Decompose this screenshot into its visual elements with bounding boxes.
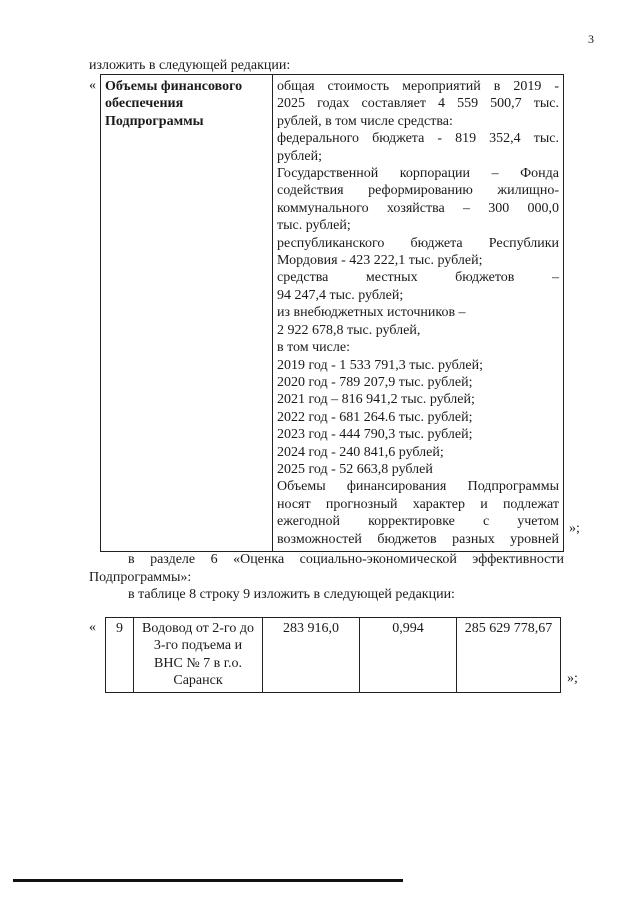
- object-name-cell: [134, 618, 263, 693]
- table-row: [106, 618, 561, 693]
- opening-quote: «: [89, 620, 96, 635]
- funding-line: содействия реформированию жилищно-: [277, 183, 559, 199]
- opening-quote: «: [89, 78, 96, 93]
- funding-line: федерального бюджета - 819 352,4 тыс.: [277, 131, 559, 147]
- object-name-line: ВНС № 7 в г.о.: [154, 655, 242, 671]
- funding-line: 2023 год - 444 790,3 тыс. рублей;: [277, 427, 473, 443]
- funding-line: в том числе:: [277, 340, 350, 356]
- object-name-line: Водовод от 2-го до: [142, 621, 254, 636]
- value-cell-1: 283 916,0: [263, 618, 360, 693]
- closing-quote: »;: [569, 521, 580, 536]
- funding-row: [101, 75, 564, 552]
- funding-line: 2025 годах составляет 4 559 500,7 тыс.: [277, 96, 559, 112]
- funding-line: 2019 год - 1 533 791,3 тыс. рублей;: [277, 357, 484, 373]
- funding-line: Мордовия - 423 222,1 тыс. рублей;: [277, 253, 483, 269]
- funding-line: рублей;: [277, 148, 322, 164]
- value-cell-3: 285 629 778,67: [457, 618, 561, 693]
- page-number: 3: [588, 32, 594, 46]
- funding-line: ежегодной корректировке с учетом: [277, 514, 559, 530]
- funding-line: средства местных бюджетов –: [277, 270, 559, 286]
- funding-line: тыс. рублей;: [277, 218, 351, 234]
- funding-line: возможностей бюджетов разных уровней: [277, 531, 559, 547]
- value-cell-2: 0,994: [360, 618, 457, 693]
- section-paragraph-line: Подпрограммы»:: [89, 570, 192, 585]
- funding-line: республиканского бюджета Республики: [277, 235, 559, 251]
- funding-line: 2022 год - 681 264.6 тыс. рублей;: [277, 409, 473, 425]
- table-instruction-line: в таблице 8 строку 9 изложить в следующей редакции:: [128, 587, 455, 602]
- section-paragraph-line: в разделе 6 «Оценка социально-экономической эффективности: [128, 552, 564, 567]
- funding-line: 2021 год – 816 941,2 тыс. рублей;: [277, 392, 475, 408]
- funding-label: Объемы финансового обеспечения Подпрограммы: [105, 79, 243, 129]
- funding-line: носят прогнозный характер и подлежат: [277, 496, 559, 512]
- funding-line: 2 922 678,8 тыс. рублей,: [277, 322, 421, 338]
- object-name-line: Саранск: [173, 673, 223, 689]
- funding-line: Государственной корпорации – Фонда: [277, 166, 559, 182]
- funding-line: 2025 год - 52 663,8 рублей: [277, 461, 433, 477]
- funding-line: 94 247,4 тыс. рублей;: [277, 287, 404, 303]
- funding-label-cell: [101, 75, 273, 552]
- funding-line: общая стоимость мероприятий в 2019 -: [277, 79, 559, 94]
- intro-text: изложить в следующей редакции:: [89, 58, 291, 73]
- funding-line: из внебюджетных источников –: [277, 305, 466, 321]
- table-8-row-9: [105, 617, 561, 693]
- funding-table: [100, 74, 564, 552]
- funding-line: рублей, в том числе средства:: [277, 113, 453, 129]
- funding-details-cell: [273, 75, 564, 552]
- bottom-rule: [13, 879, 403, 882]
- closing-quote: »;: [567, 671, 578, 686]
- funding-line: Объемы финансирования Подпрограммы: [277, 479, 559, 495]
- funding-line: 2020 год - 789 207,9 тыс. рублей;: [277, 374, 473, 390]
- funding-line: коммунального хозяйства – 300 000,0: [277, 200, 559, 216]
- row-number-cell: 9: [106, 618, 134, 693]
- object-name-line: 3-го подъема и: [153, 638, 243, 654]
- funding-line: 2024 год - 240 841,6 рублей;: [277, 444, 444, 460]
